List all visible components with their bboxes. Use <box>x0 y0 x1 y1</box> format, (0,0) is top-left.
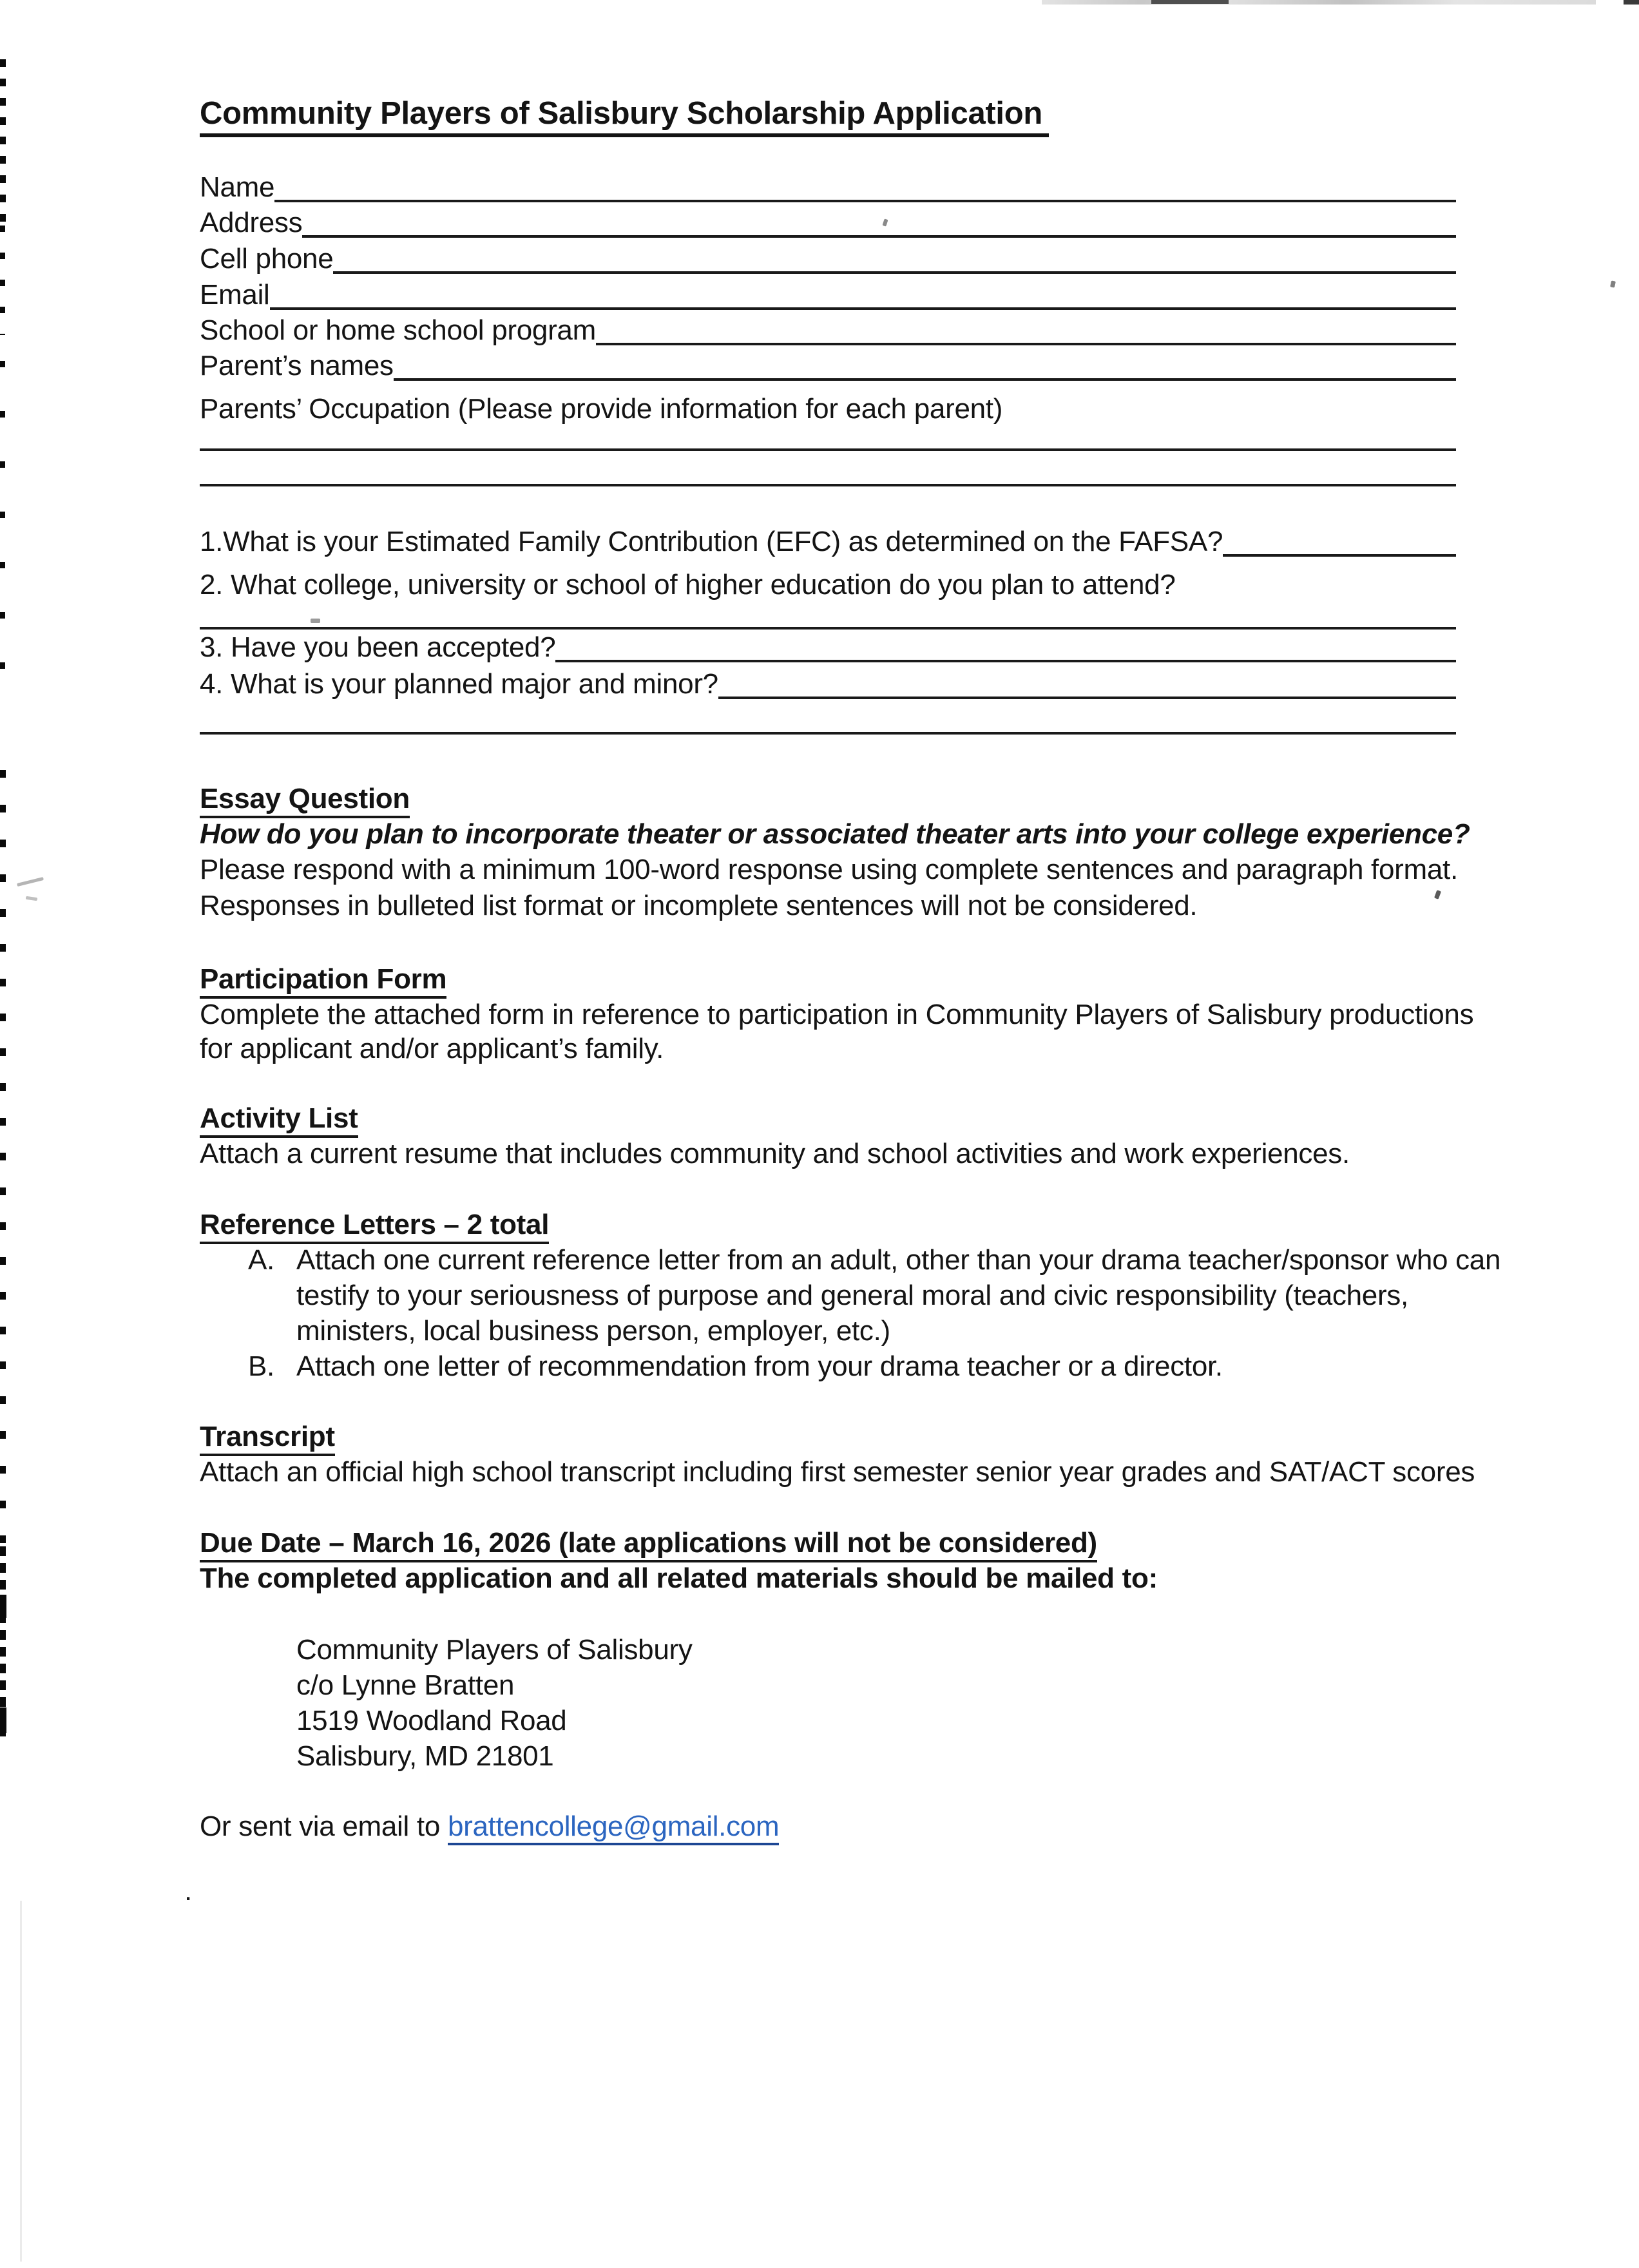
scan-artifact-top-smudge <box>1042 0 1596 5</box>
scan-artifact-top-corner <box>1624 0 1639 5</box>
transcript-text: Attach an official high school transcript including first semester senior year grades and SAT/ACT scores <box>200 1456 1475 1488</box>
document-title: Community Players of Salisbury Scholarship Application <box>200 97 1049 137</box>
scan-artifact-left-edge-3 <box>0 361 5 683</box>
write-in-line <box>200 448 1456 451</box>
activity-list-heading: Activity List <box>200 1104 358 1138</box>
parents-occupation-label: Parents’ Occupation (Please provide information for each parent) <box>200 393 1003 425</box>
email-link[interactable]: brattencollege@gmail.com <box>448 1811 779 1845</box>
email-option-prefix: Or sent via email to <box>200 1811 448 1842</box>
field-row-cell-phone <box>200 244 1456 274</box>
scan-speck <box>1434 890 1441 899</box>
reference-item-a-line1: Attach one current reference letter from an adult, other than your drama teacher/sponsor who can <box>296 1244 1501 1276</box>
field-blank-line <box>274 173 1456 202</box>
scan-speck <box>311 619 320 623</box>
due-date-heading: Due Date – March 16, 2026 (late applications will not be considered) <box>200 1528 1097 1562</box>
stray-dot: . <box>184 1875 192 1907</box>
answer-blank-line <box>200 627 1456 629</box>
scan-artifact-streak <box>20 1901 22 2262</box>
activity-list-text: Attach a current resume that includes community and school activities and work experiences. <box>200 1138 1350 1169</box>
field-label-address: Address <box>200 207 303 238</box>
scan-artifact-left-edge-6 <box>0 1595 6 1618</box>
reference-item-b-line1: Attach one letter of recommendation from your drama teacher or a director. <box>296 1350 1223 1382</box>
participation-text-line1: Complete the attached form in reference to participation in Community Players of Salisbury productions <box>200 999 1474 1030</box>
question-3-row <box>200 633 1456 662</box>
list-marker-a: A. <box>248 1244 274 1276</box>
field-row-email <box>200 280 1456 310</box>
question-1-row <box>200 527 1456 557</box>
field-label-parents-names: Parent’s names <box>200 350 394 381</box>
participation-text-line2: for applicant and/or applicant’s family. <box>200 1033 664 1064</box>
question-3-text: 3. Have you been accepted? <box>200 631 556 663</box>
participation-form-heading: Participation Form <box>200 965 446 999</box>
field-blank-line <box>302 208 1456 238</box>
reference-item-a-line2: testify to your seriousness of purpose and general moral and civic responsibility (teachers, <box>296 1280 1408 1311</box>
field-blank-line <box>270 280 1456 310</box>
essay-prompt: How do you plan to incorporate theater or associated theater arts into your college experience? <box>200 818 1470 850</box>
answer-blank-line <box>200 732 1456 735</box>
field-row-address <box>200 208 1456 238</box>
mailing-address-line4: Salisbury, MD 21801 <box>296 1740 554 1772</box>
scan-artifact-top-smudge-dark <box>1151 0 1229 4</box>
write-in-line <box>200 484 1456 486</box>
scan-artifact-left-edge-7 <box>0 1707 6 1733</box>
list-marker-b: B. <box>248 1350 274 1382</box>
field-blank-line <box>394 351 1456 381</box>
scan-artifact-left-edge-1 <box>0 59 6 226</box>
answer-blank-line <box>718 669 1456 699</box>
field-blank-line <box>596 316 1456 345</box>
field-label-cell-phone: Cell phone <box>200 243 334 274</box>
mailing-address-line1: Community Players of Salisbury <box>296 1634 693 1666</box>
scan-artifact-left-edge-4 <box>0 770 6 1546</box>
question-1-text: 1.What is your Estimated Family Contribution (EFC) as determined on the FAFSA? <box>200 526 1223 557</box>
answer-blank-line <box>555 633 1456 662</box>
field-row-school <box>200 316 1456 345</box>
field-row-parents-names <box>200 351 1456 381</box>
question-2-text: 2. What college, university or school of higher education do you plan to attend? <box>200 569 1176 601</box>
mailing-address-line2: c/o Lynne Bratten <box>296 1669 515 1701</box>
mailing-instruction: The completed application and all related materials should be mailed to: <box>200 1562 1158 1594</box>
field-label-email: Email <box>200 279 270 311</box>
field-row-name <box>200 173 1456 202</box>
essay-instructions-line2: Responses in bulleted list format or incomplete sentences will not be considered. <box>200 890 1198 921</box>
essay-instructions-line1: Please respond with a minimum 100-word response using complete sentences and paragraph format. <box>200 854 1458 885</box>
essay-question-heading: Essay Question <box>200 784 410 818</box>
question-4-text: 4. What is your planned major and minor? <box>200 668 718 700</box>
email-option-line <box>200 1812 779 1841</box>
scan-pencil-mark <box>26 896 38 901</box>
question-4-row <box>200 669 1456 699</box>
field-blank-line <box>333 244 1456 274</box>
reference-item-a-line3: ministers, local business person, employer, etc.) <box>296 1315 890 1347</box>
scan-pencil-mark <box>17 877 44 887</box>
field-label-name: Name <box>200 171 275 203</box>
scan-speck <box>1610 280 1616 287</box>
transcript-heading: Transcript <box>200 1422 335 1456</box>
answer-blank-line <box>1223 527 1456 557</box>
reference-letters-heading: Reference Letters – 2 total <box>200 1210 549 1244</box>
mailing-address-line3: 1519 Woodland Road <box>296 1705 567 1736</box>
field-label-school: School or home school program <box>200 314 596 346</box>
scan-artifact-left-edge-2 <box>0 226 5 335</box>
